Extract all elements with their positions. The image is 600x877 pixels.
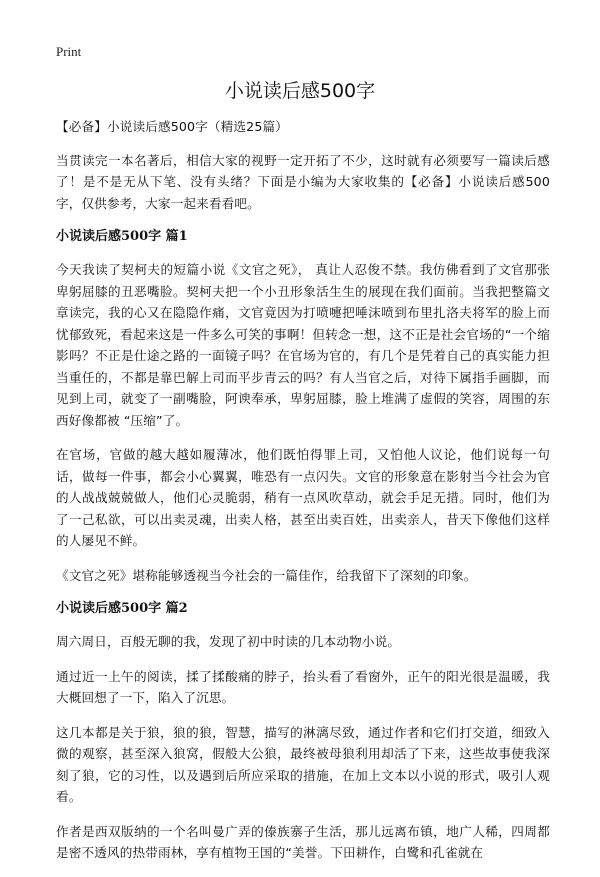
section-1-paragraph-3: 《文官之死》堪称能够透视当今社会的一篇佳作，给我留下了深刻的印象。 xyxy=(56,567,477,583)
section-2-paragraph-4: 作者是西双版纳的一个名叫曼广弄的傣族寨子生活，那儿远离布镇，地广人稀，四周都是密不透风的热带雨林，享有植物王国的“美誉。下田耕作，白鹭和孔雀就在 xyxy=(56,823,550,860)
section-1-paragraph-1: 今天我读了契柯夫的短篇小说《文官之死》， 真让人忍俊不禁。我仿佛看到了文官那张卑躬屈膝的丑恶嘴脸。契柯夫把一个小丑形象活生生的展现在我们面前。当我把整篇文章读完，我的心又在隐隐作痛，文官竟因为打喷嚏把唾沫喷到布里扎洛夫将军的脸上而忧郁致死，看起来这是一件多么可笑的事啊！但转念一想，这不正是社会官场的“一个缩影吗？不正是仕途之路的一面镜子吗？在官场为官的，有几个是凭着自己的真实能力担当重任的，不都是靠巴解上司而平步青云的吗？有人当官之后，对待下属指手画脚，而见到上司，就变了一副嘴脸，阿谀奉承，卑躬屈膝，脸上堆满了虚假的笑容，周围的东西好像都被 “压缩”了。 xyxy=(56,262,550,428)
section-2-paragraph-2: 通过近一上午的阅读，揉了揉酸痛的脖子，抬头看了看窗外，正午的阳光很是温暖，我大概回想了一下，陷入了沉思。 xyxy=(56,668,550,705)
section-1-paragraph-2: 在官场，官做的越大越如履薄冰，他们既怕得罪上司，又怕他人议论，他们说每一句话，做每一件事，都会小心翼翼，唯恐有一点闪失。文官的形象意在影射当今社会为官的人战战兢兢做人，他们心灵脆弱，稍有一点风吹草动，就会手足无措。同时，他们为了一己私欲，可以出卖灵魂，出卖人格，甚至出卖百姓，出卖亲人，昔天下像他们这样的人屡见不鲜。 xyxy=(56,447,550,548)
section-heading-2: 小说读后感500字 篇2 xyxy=(56,601,188,616)
page-title: 小说读后感500字 xyxy=(224,80,376,102)
intro-paragraph: 当贯读完一本名著后，相信大家的视野一定开拓了不少，这时就有必须要写一篇读后感了！是不是无从下笔、没有头绪？下面是小编为大家收集的【必备】小说读后感500字，仅供参考，大家一起来看看吧。 xyxy=(56,152,550,211)
print-link[interactable]: Print xyxy=(56,44,82,59)
section-2-paragraph-3: 这几本都是关于狼，狼的狼，智慧，描写的淋漓尽致，通过作者和它们打交道，细致入微的观察，甚至深入狼窝，假般大公狼，最终被母狼利用却活了下来，这些故事使我深刻了狼，它的习性，以及遇到后所应采取的措施，在加上文本以小说的形式，吸引人观看。 xyxy=(56,724,550,804)
article-subtitle: 【必备】小说读后感500字（精选25篇） xyxy=(56,119,288,134)
section-2-paragraph-1: 周六周日，百般无聊的我，发现了初中时读的几本动物小说。 xyxy=(56,634,401,649)
section-heading-1: 小说读后感500字 篇1 xyxy=(56,229,188,244)
article-body xyxy=(56,116,550,877)
